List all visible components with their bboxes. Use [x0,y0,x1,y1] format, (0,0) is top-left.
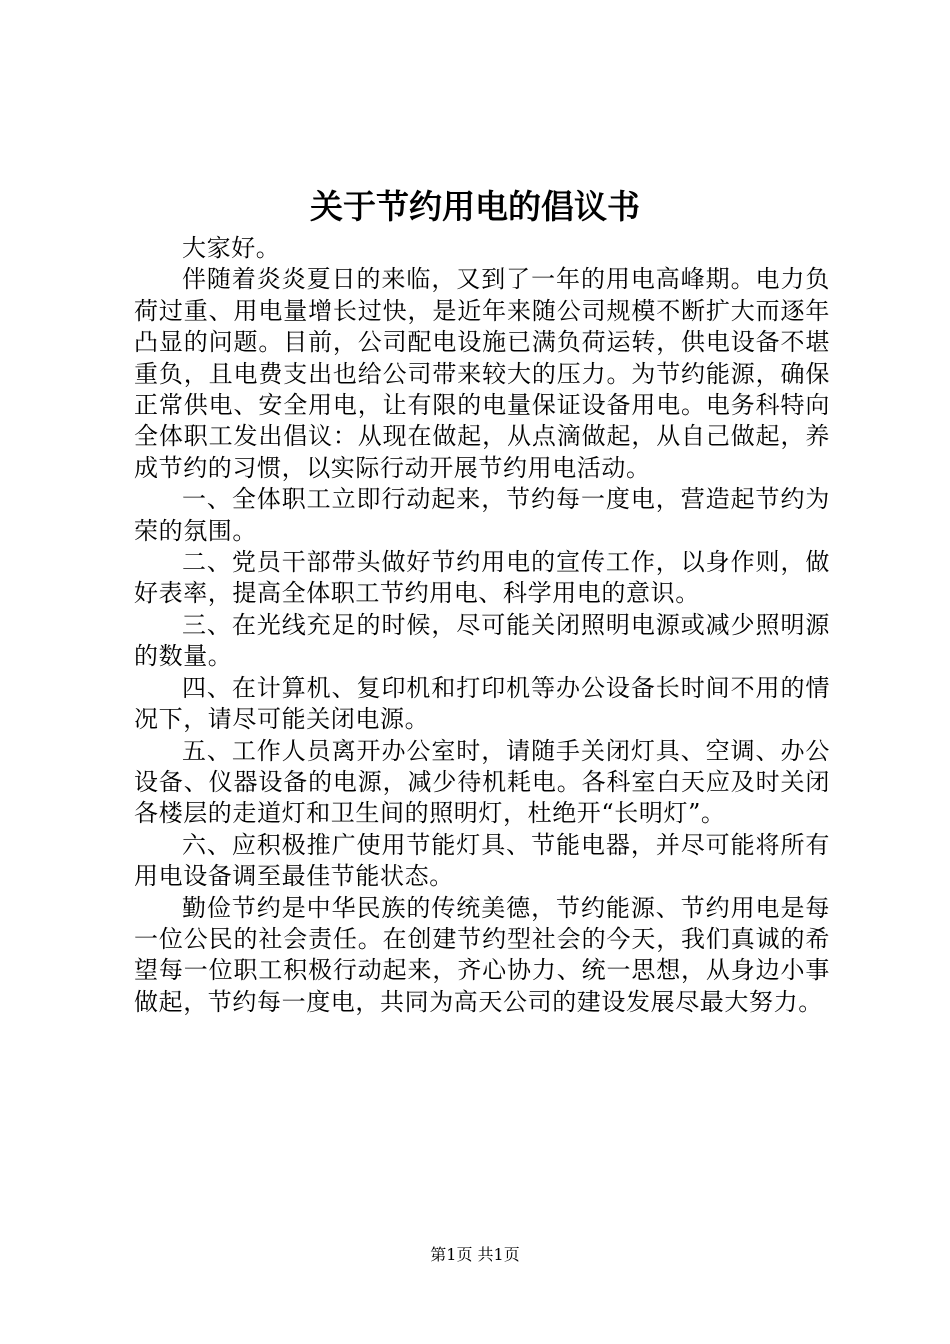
proposal-item-1: 一、全体职工立即行动起来，节约每一度电，营造起节约为荣的氛围。 [134,485,830,545]
proposal-item-5: 五、工作人员离开办公室时，请随手关闭灯具、空调、办公设备、仪器设备的电源，减少待机耗电。各科室白天应及时关闭各楼层的走道灯和卫生间的照明灯，杜绝开“长明灯”。 [134,736,830,828]
intro-paragraph: 伴随着炎炎夏日的来临，又到了一年的用电高峰期。电力负荷过重、用电量增长过快，是近年来随公司规模不断扩大而逐年凸显的问题。目前，公司配电设施已满负荷运转，供电设备不堪重负，且电费支出也给公司带来较大的压力。为节约能源，确保正常供电、安全用电，让有限的电量保证设备用电。电务科特向全体职工发出倡议：从现在做起，从点滴做起，从自己做起，养成节约的习惯，以实际行动开展节约用电活动。 [134,265,830,482]
proposal-item-3: 三、在光线充足的时候，尽可能关闭照明电源或减少照明源的数量。 [134,610,830,671]
page-title: 关于节约用电的倡议书 [310,187,640,226]
document-body [134,233,830,1018]
proposal-item-4: 四、在计算机、复印机和打印机等办公设备长时间不用的情况下，请尽可能关闭电源。 [134,673,830,734]
proposal-item-6: 六、应积极推广使用节能灯具、节能电器，并尽可能将所有用电设备调至最佳节能状态。 [134,830,830,891]
greeting-paragraph: 大家好。 [182,234,281,262]
page-number-footer: 第1页 共1页 [430,1245,520,1264]
proposal-item-2: 二、党员干部带头做好节约用电的宣传工作，以身作则，做好表率，提高全体职工节约用电、科学用电的意识。 [134,548,830,608]
closing-paragraph: 勤俭节约是中华民族的传统美德，节约能源、节约用电是每一位公民的社会责任。在创建节约型社会的今天，我们真诚的希望每一位职工积极行动起来，齐心协力、统一思想，从身边小事做起，节约每一度电，共同为高天公司的建设发展尽最大努力。 [134,893,830,1016]
